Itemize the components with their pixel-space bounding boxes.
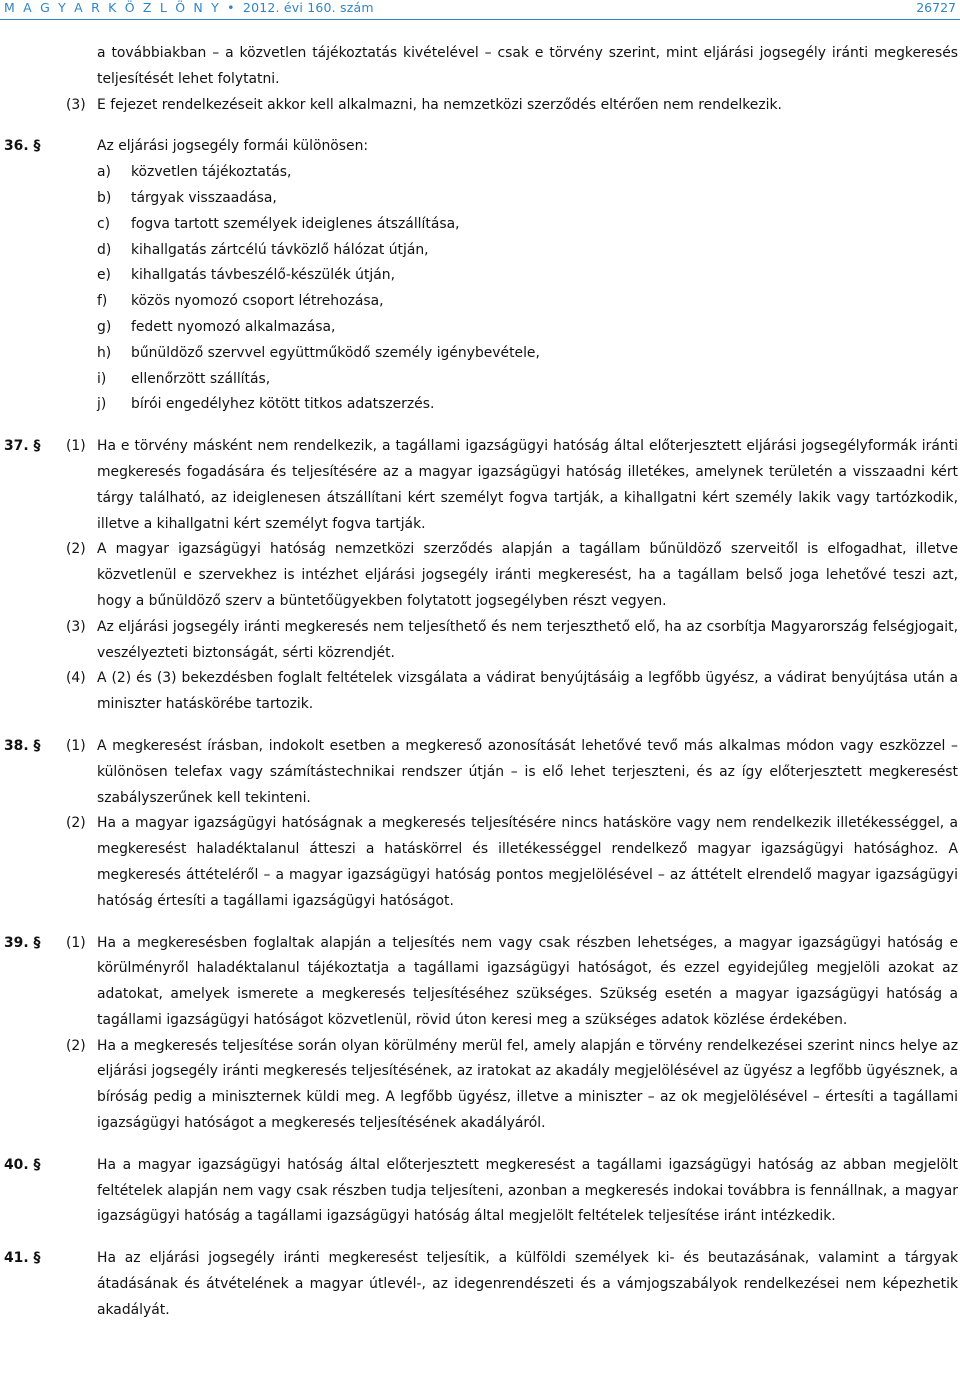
paragraph-number: (2) — [66, 1037, 86, 1054]
running-header — [0, 0, 960, 20]
section-40 — [0, 1153, 960, 1230]
section-39 — [0, 931, 960, 1137]
list-item — [0, 392, 960, 418]
section-38 — [0, 734, 960, 915]
list-letter: g) — [97, 318, 112, 335]
section-number: 41. § — [4, 1250, 41, 1267]
paragraph-number: (1) — [66, 737, 86, 754]
paragraph-number: (4) — [66, 670, 86, 687]
section-intro: Az eljárási jogsegély formái különösen: — [97, 138, 369, 155]
list-item — [0, 238, 960, 264]
paragraph-number: (2) — [66, 815, 86, 832]
list-item-text: fogva tartott személyek ideiglenes átszállítása, — [131, 215, 460, 232]
issue-number: 2012. évi 160. szám — [242, 0, 374, 15]
list-item-text: kihallgatás zártcélú távközlő hálózat útján, — [131, 241, 429, 258]
section-37 — [0, 434, 960, 718]
list-item-text: közös nyomozó csoport létrehozása, — [131, 293, 384, 310]
paragraph — [0, 1034, 960, 1137]
document-body — [0, 41, 960, 1324]
section-number: 39. § — [4, 934, 41, 951]
forms-list — [0, 160, 960, 418]
paragraph — [0, 931, 960, 1034]
paragraph-text: Ha a magyar igazságügyi hatóságnak a megkeresés teljesítésére nincs hatásköre vagy nem rendelkezik illetékességgel, a megkeresést haladéktalanul átteszi a hatáskörrel és illetékességgel rendelkező magyar igazságügyi hatósághoz. A megkeresés áttételéről – a magyar igazságügyi hatóság pontos megjelölésével – az áttételt elrendelő magyar igazságügyi hatóság értesíti a tagállami igazságügyi hatóságot. — [97, 815, 958, 909]
section-36 — [0, 134, 960, 418]
list-item — [0, 315, 960, 341]
paragraph-3 — [0, 93, 960, 119]
paragraph — [0, 615, 960, 667]
paragraph-number: (1) — [66, 934, 86, 951]
page-number: 26727 — [916, 0, 956, 15]
paragraph — [0, 434, 960, 537]
list-letter: f) — [97, 293, 108, 310]
paragraph-number: (3) — [66, 618, 86, 635]
list-letter: a) — [97, 164, 111, 181]
list-item-text: fedett nyomozó alkalmazása, — [131, 318, 336, 335]
section-text: Ha az eljárási jogsegély iránti megkeresést teljesítik, a külföldi személyek ki- és beutazásának, valamint a tárgyak átadásának és átvételének a magyar útlevél-, az idegenrendészeti és a vámjogszabályok rendelkezései nem képezhetik akadályát. — [97, 1250, 958, 1318]
paragraph — [0, 811, 960, 914]
section-number: 37. § — [4, 438, 41, 455]
list-item-text: ellenőrzött szállítás, — [131, 370, 271, 387]
list-letter: d) — [97, 241, 112, 258]
list-letter: b) — [97, 189, 112, 206]
paragraph-text: Az eljárási jogsegély iránti megkeresés nem teljesíthető és nem terjeszthető elő, ha az csorbítja Magyarország felségjogait, veszélyezteti biztonságát, sérti közrendjét. — [97, 618, 958, 661]
section-number: 38. § — [4, 737, 41, 754]
list-item — [0, 341, 960, 367]
paragraph — [0, 666, 960, 718]
header-bullet: • — [227, 0, 237, 15]
section-number: 40. § — [4, 1156, 41, 1173]
list-item-text: bűnüldöző szervvel együttműködő személy igénybevétele, — [131, 344, 540, 361]
list-item — [0, 160, 960, 186]
header-publication-line — [4, 0, 374, 15]
publication-title: M A G Y A R K Ö Z L Ö N Y — [4, 0, 221, 15]
paragraph-text: A magyar igazságügyi hatóság nemzetközi szerződés alapján a tagállam bűnüldöző szerveitől is elfogadhat, illetve közvetlenül e szervekhez is intézhet eljárási jogsegély iránti megkeresést, ha a tagállam belső joga lehetővé teszi azt, hogy a bűnüldöző szerv a büntetőügyekben folytatott jogsegélyben részt vegyen. — [97, 541, 958, 609]
paragraph — [0, 734, 960, 811]
paragraph-number: (2) — [66, 541, 86, 558]
paragraph-text: E fejezet rendelkezéseit akkor kell alkalmazni, ha nemzetközi szerződés eltérően nem rendelkezik. — [97, 96, 782, 113]
list-item-text: tárgyak visszaadása, — [131, 189, 277, 206]
list-item — [0, 186, 960, 212]
paragraph-text: A (2) és (3) bekezdésben foglalt feltételek vizsgálata a vádirat benyújtásáig a legfőbb ügyész, a vádirat benyújtása után a miniszter hatáskörébe tartozik. — [97, 670, 958, 713]
paragraph-text: A megkeresést írásban, indokolt esetben a megkereső azonosítását lehetővé tevő más alkalmas módon vagy eszközzel – különösen telefax vagy számítástechnikai rendszer útján – is elő lehet terjeszteni, és az így előterjesztett megkeresést szabályszerűnek kell tekinteni. — [97, 737, 958, 806]
section-41 — [0, 1246, 960, 1323]
section-text: Ha a magyar igazságügyi hatóság által előterjesztett megkeresést a tagállami igazságügyi hatóság az abban megjelölt feltételek alapján nem vagy csak részben tudja teljesíteni, azonban a megkeresés indokai továbbra is fennállnak, a magyar igazságügyi hatóság a tagállami igazságügyi hatóság által megjelölt feltételek teljesítése iránt intézkedik. — [97, 1156, 958, 1225]
paragraph-text: Ha e törvény másként nem rendelkezik, a tagállami igazságügyi hatóság által előterjesztett eljárási jogsegélyformák iránti megkeresés fogadására és teljesítésére az a magyar igazságügyi hatóság illetékes, amelynek területén a visszaadni kért tárgy található, az ideiglenesen átszállítani kért személyt fogva tartják, a kihallgatni kért személy lakik vagy tartózkodik, illetve a kihallgatni kért személyt fogva tartják. — [97, 438, 958, 532]
list-letter: j) — [97, 396, 107, 413]
list-item-text: kihallgatás távbeszélő-készülék útján, — [131, 267, 395, 284]
paragraph-text: Ha a megkeresés teljesítése során olyan körülmény merül fel, amely alapján e törvény rendelkezései szerint nincs helye az eljárási jogsegély iránti megkeresés teljesítésének, az iratokat az akadály megjelölésével az ügyész a legfőbb ügyésznek, a bíróság pedig a miniszternek küldi meg. A legfőbb ügyész, illetve a miniszter – az ok megjelölésével – értesíti a tagállami igazságügyi hatóságot a megkeresés teljesítésének akadályáról. — [97, 1037, 958, 1132]
continuation-text: a továbbiakban – a közvetlen tájékoztatás kivételével – csak e törvény szerint, mint eljárási jogsegély iránti megkeresés teljesítését lehet folytatni. — [97, 45, 958, 87]
list-letter: e) — [97, 267, 111, 284]
list-item — [0, 212, 960, 238]
list-letter: c) — [97, 215, 111, 232]
list-letter: i) — [97, 370, 107, 387]
section-number: 36. § — [4, 138, 41, 155]
list-item-text: bírói engedélyhez kötött titkos adatszerzés. — [131, 396, 435, 413]
paragraph-number: (1) — [66, 438, 86, 455]
list-item — [0, 367, 960, 393]
list-item — [0, 263, 960, 289]
list-item-text: közvetlen tájékoztatás, — [131, 164, 292, 181]
list-item — [0, 289, 960, 315]
paragraph-text: Ha a megkeresésben foglaltak alapján a teljesítés nem vagy csak részben lehetséges, a magyar igazságügyi hatóság e körülményről haladéktalanul tájékoztatja a tagállami igazságügyi hatóságot, és ezzel egyidejűleg megjelöli azokat az adatokat, amelyek ismerete a megkeresés teljesítéséhez szükséges. Szükség esetén a magyar igazságügyi hatóság a tagállami igazságügyi hatóságot közvetlenül, rövid úton keresi meg a szükséges adatok közlése érdekében. — [97, 934, 958, 1028]
list-letter: h) — [97, 344, 112, 361]
paragraph — [0, 537, 960, 614]
paragraph-number: (3) — [66, 96, 86, 113]
